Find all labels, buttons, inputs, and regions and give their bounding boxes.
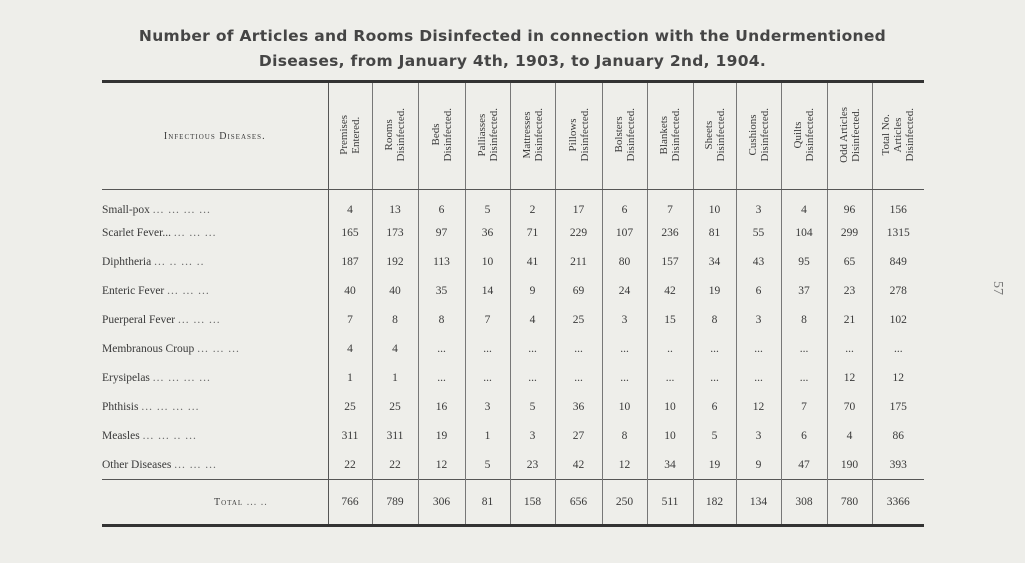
value-cell: 311: [372, 422, 418, 451]
total-value-cell: 308: [781, 480, 827, 526]
leader-dots: ... ... ... ...: [152, 372, 211, 384]
value-cell: 80: [602, 248, 647, 277]
value-cell: 229: [555, 219, 602, 248]
column-header: [647, 82, 693, 190]
value-cell: 70: [827, 393, 872, 422]
total-row: [102, 480, 924, 526]
column-header: [372, 82, 418, 190]
value-cell: 36: [555, 393, 602, 422]
value-cell: ...: [418, 335, 465, 364]
value-cell: 211: [555, 248, 602, 277]
disease-name: Diphtheria: [102, 256, 152, 268]
column-header-label: Premises Entered.: [338, 114, 362, 155]
disease-name-cell: [102, 306, 328, 335]
value-cell: 3: [510, 422, 555, 451]
value-cell: 190: [827, 451, 872, 480]
column-header: [328, 82, 372, 190]
total-label-cell: [102, 480, 328, 526]
disease-name: Small-pox: [102, 204, 150, 217]
disease-name-cell: [102, 422, 328, 451]
title-line-2: Diseases, from January 4th, 1903, to January 2nd, 1904.: [258, 52, 767, 70]
value-cell: 5: [510, 393, 555, 422]
value-cell: 5: [693, 422, 736, 451]
column-header: [555, 82, 602, 190]
value-cell: 19: [693, 277, 736, 306]
leader-dots: ... ... ...: [178, 314, 221, 326]
total-value-cell: 789: [372, 480, 418, 526]
table-row: [102, 364, 924, 393]
value-cell: 86: [872, 422, 924, 451]
value-cell: 10: [647, 422, 693, 451]
column-header-label: Rooms Disinfected.: [383, 107, 407, 162]
value-cell: ...: [510, 335, 555, 364]
value-cell: 3: [736, 190, 781, 219]
value-cell: 10: [693, 190, 736, 219]
leader-dots: ... ... ... ...: [141, 401, 200, 413]
disease-name: Scarlet Fever...: [102, 227, 171, 239]
value-cell: ...: [555, 364, 602, 393]
value-cell: 8: [602, 422, 647, 451]
leader-dots: ... ... ...: [174, 458, 217, 471]
value-cell: 81: [693, 219, 736, 248]
value-cell: 4: [510, 306, 555, 335]
disease-name-cell: [102, 219, 328, 248]
value-cell: 34: [647, 451, 693, 480]
column-header: [602, 82, 647, 190]
value-cell: 42: [555, 451, 602, 480]
column-header-label: Pillows Disinfected.: [566, 107, 591, 162]
value-cell: 156: [872, 190, 924, 219]
disease-name: Measles: [102, 430, 140, 442]
value-cell: ...: [602, 364, 647, 393]
value-cell: 22: [328, 451, 372, 480]
value-cell: 173: [372, 219, 418, 248]
value-cell: 7: [328, 306, 372, 335]
value-cell: 25: [328, 393, 372, 422]
value-cell: 113: [418, 248, 465, 277]
value-cell: ..: [647, 335, 693, 364]
value-cell: 15: [647, 306, 693, 335]
value-cell: 102: [872, 306, 924, 335]
value-cell: 12: [736, 393, 781, 422]
value-cell: 1: [328, 364, 372, 393]
value-cell: 97: [418, 219, 465, 248]
value-cell: 12: [827, 364, 872, 393]
value-cell: 3: [602, 306, 647, 335]
total-value-cell: 3366: [872, 480, 924, 526]
value-cell: 24: [602, 277, 647, 306]
value-cell: 4: [328, 335, 372, 364]
value-cell: 278: [872, 277, 924, 306]
disease-name-cell: [102, 190, 328, 219]
value-cell: 1315: [872, 219, 924, 248]
disease-name: Puerperal Fever: [102, 314, 176, 326]
value-cell: 12: [418, 451, 465, 480]
value-cell: 25: [372, 393, 418, 422]
value-cell: 7: [465, 306, 510, 335]
value-cell: 12: [602, 451, 647, 480]
value-cell: 10: [647, 393, 693, 422]
value-cell: 13: [372, 190, 418, 219]
value-cell: 10: [602, 393, 647, 422]
column-header: [827, 82, 872, 190]
value-cell: ...: [465, 335, 510, 364]
value-cell: 17: [555, 190, 602, 219]
value-cell: 55: [736, 219, 781, 248]
table-title: [0, 24, 1025, 74]
value-cell: 4: [781, 190, 827, 219]
column-header: [510, 82, 555, 190]
value-cell: 3: [736, 306, 781, 335]
value-cell: ...: [693, 335, 736, 364]
value-cell: 165: [328, 219, 372, 248]
value-cell: 27: [555, 422, 602, 451]
value-cell: 849: [872, 248, 924, 277]
value-cell: 42: [647, 277, 693, 306]
value-cell: 236: [647, 219, 693, 248]
value-cell: 36: [465, 219, 510, 248]
value-cell: 19: [693, 451, 736, 480]
value-cell: 9: [510, 277, 555, 306]
value-cell: 6: [736, 277, 781, 306]
value-cell: 40: [372, 277, 418, 306]
value-cell: 12: [872, 364, 924, 393]
value-cell: 16: [418, 393, 465, 422]
table-row: [102, 248, 924, 277]
value-cell: 23: [827, 277, 872, 306]
value-cell: 3: [736, 422, 781, 451]
column-header: [781, 82, 827, 190]
total-value-cell: 134: [736, 480, 781, 526]
column-header-label: Quilts Disinfected.: [792, 107, 816, 162]
header-row: [102, 82, 924, 190]
value-cell: ...: [827, 335, 872, 364]
total-value-cell: 511: [647, 480, 693, 526]
value-cell: ...: [602, 335, 647, 364]
total-value-cell: 766: [328, 480, 372, 526]
value-cell: ...: [693, 364, 736, 393]
table-row: [102, 219, 924, 248]
disease-name-cell: [102, 393, 328, 422]
value-cell: 19: [418, 422, 465, 451]
total-value-cell: 780: [827, 480, 872, 526]
column-header-label: Odd Articles Disinfected.: [837, 106, 862, 163]
column-header-label: Mattresses Disinfected.: [520, 107, 545, 162]
table-row: [102, 393, 924, 422]
table-row: [102, 277, 924, 306]
value-cell: 175: [872, 393, 924, 422]
value-cell: 65: [827, 248, 872, 277]
value-cell: 1: [465, 422, 510, 451]
table-body: [102, 190, 924, 526]
leader-dots: ... ... .. ...: [142, 430, 197, 442]
column-header-label: Beds Disinfected.: [429, 107, 454, 162]
value-cell: 37: [781, 277, 827, 306]
value-cell: 4: [328, 190, 372, 219]
value-cell: 8: [781, 306, 827, 335]
value-cell: ...: [465, 364, 510, 393]
value-cell: 6: [693, 393, 736, 422]
value-cell: ...: [781, 335, 827, 364]
page-number: 57: [990, 281, 1005, 295]
value-cell: 2: [510, 190, 555, 219]
disinfection-table: [102, 80, 924, 527]
value-cell: 5: [465, 190, 510, 219]
value-cell: 8: [693, 306, 736, 335]
table-row: [102, 190, 924, 219]
leader-dots: ... ... ... ...: [152, 204, 211, 217]
value-cell: 35: [418, 277, 465, 306]
disease-column-header: Infectious Diseases.: [102, 82, 328, 190]
column-header-label: Total No. Articles Disinfected.: [880, 107, 917, 162]
value-cell: ...: [736, 335, 781, 364]
value-cell: ...: [736, 364, 781, 393]
value-cell: 43: [736, 248, 781, 277]
value-cell: 6: [602, 190, 647, 219]
total-value-cell: 250: [602, 480, 647, 526]
value-cell: ...: [872, 335, 924, 364]
column-header: [872, 82, 924, 190]
value-cell: ...: [555, 335, 602, 364]
disease-name: Phthisis: [102, 401, 139, 413]
leader-dots: ... ..: [246, 496, 268, 508]
value-cell: 107: [602, 219, 647, 248]
value-cell: 41: [510, 248, 555, 277]
column-header: [418, 82, 465, 190]
column-header: [465, 82, 510, 190]
disease-name: Other Diseases: [102, 458, 172, 471]
disease-name: Membranous Croup: [102, 343, 195, 355]
value-cell: 8: [372, 306, 418, 335]
disease-name-cell: [102, 364, 328, 393]
value-cell: 104: [781, 219, 827, 248]
table-row: [102, 335, 924, 364]
value-cell: 95: [781, 248, 827, 277]
leader-dots: ... ... ...: [173, 227, 217, 239]
value-cell: ...: [647, 364, 693, 393]
disease-name: Erysipelas: [102, 372, 150, 384]
leader-dots: ... ... ...: [197, 343, 240, 355]
column-header: [693, 82, 736, 190]
value-cell: 393: [872, 451, 924, 480]
value-cell: 8: [418, 306, 465, 335]
disease-name-cell: [102, 335, 328, 364]
column-header-label: Bolsters Disinfected.: [612, 107, 637, 162]
table-row: [102, 422, 924, 451]
column-header-label: Sheets Disinfected.: [702, 107, 727, 162]
value-cell: 96: [827, 190, 872, 219]
value-cell: 3: [465, 393, 510, 422]
column-header-label: Blankets Disinfected.: [658, 107, 682, 162]
value-cell: 69: [555, 277, 602, 306]
value-cell: 10: [465, 248, 510, 277]
total-value-cell: 81: [465, 480, 510, 526]
value-cell: 157: [647, 248, 693, 277]
value-cell: 9: [736, 451, 781, 480]
value-cell: ...: [781, 364, 827, 393]
total-value-cell: 656: [555, 480, 602, 526]
column-header-label: Cushions Disinfected.: [746, 107, 771, 162]
value-cell: ...: [510, 364, 555, 393]
value-cell: 71: [510, 219, 555, 248]
value-cell: 1: [372, 364, 418, 393]
value-cell: 4: [827, 422, 872, 451]
table-row: [102, 306, 924, 335]
title-line-1: Number of Articles and Rooms Disinfected in connection with the Undermentioned: [138, 27, 887, 45]
value-cell: 7: [647, 190, 693, 219]
column-header: [736, 82, 781, 190]
value-cell: 5: [465, 451, 510, 480]
value-cell: 7: [781, 393, 827, 422]
value-cell: 6: [418, 190, 465, 219]
value-cell: 187: [328, 248, 372, 277]
leader-dots: ... .. ... ..: [154, 256, 205, 268]
table-row: [102, 451, 924, 480]
total-value-cell: 182: [693, 480, 736, 526]
value-cell: 4: [372, 335, 418, 364]
value-cell: 299: [827, 219, 872, 248]
value-cell: 22: [372, 451, 418, 480]
value-cell: 21: [827, 306, 872, 335]
disease-name: Enteric Fever: [102, 285, 165, 297]
value-cell: 6: [781, 422, 827, 451]
disease-name-cell: [102, 248, 328, 277]
value-cell: 47: [781, 451, 827, 480]
value-cell: 34: [693, 248, 736, 277]
disease-name-cell: [102, 277, 328, 306]
disease-name-cell: [102, 451, 328, 480]
value-cell: 23: [510, 451, 555, 480]
total-label: Total: [214, 496, 244, 508]
value-cell: 40: [328, 277, 372, 306]
value-cell: 311: [328, 422, 372, 451]
leader-dots: ... ... ...: [167, 285, 210, 297]
value-cell: 14: [465, 277, 510, 306]
value-cell: ...: [418, 364, 465, 393]
value-cell: 192: [372, 248, 418, 277]
total-value-cell: 306: [418, 480, 465, 526]
total-value-cell: 158: [510, 480, 555, 526]
value-cell: 25: [555, 306, 602, 335]
column-header-label: Palliasses Disinfected.: [475, 107, 500, 162]
